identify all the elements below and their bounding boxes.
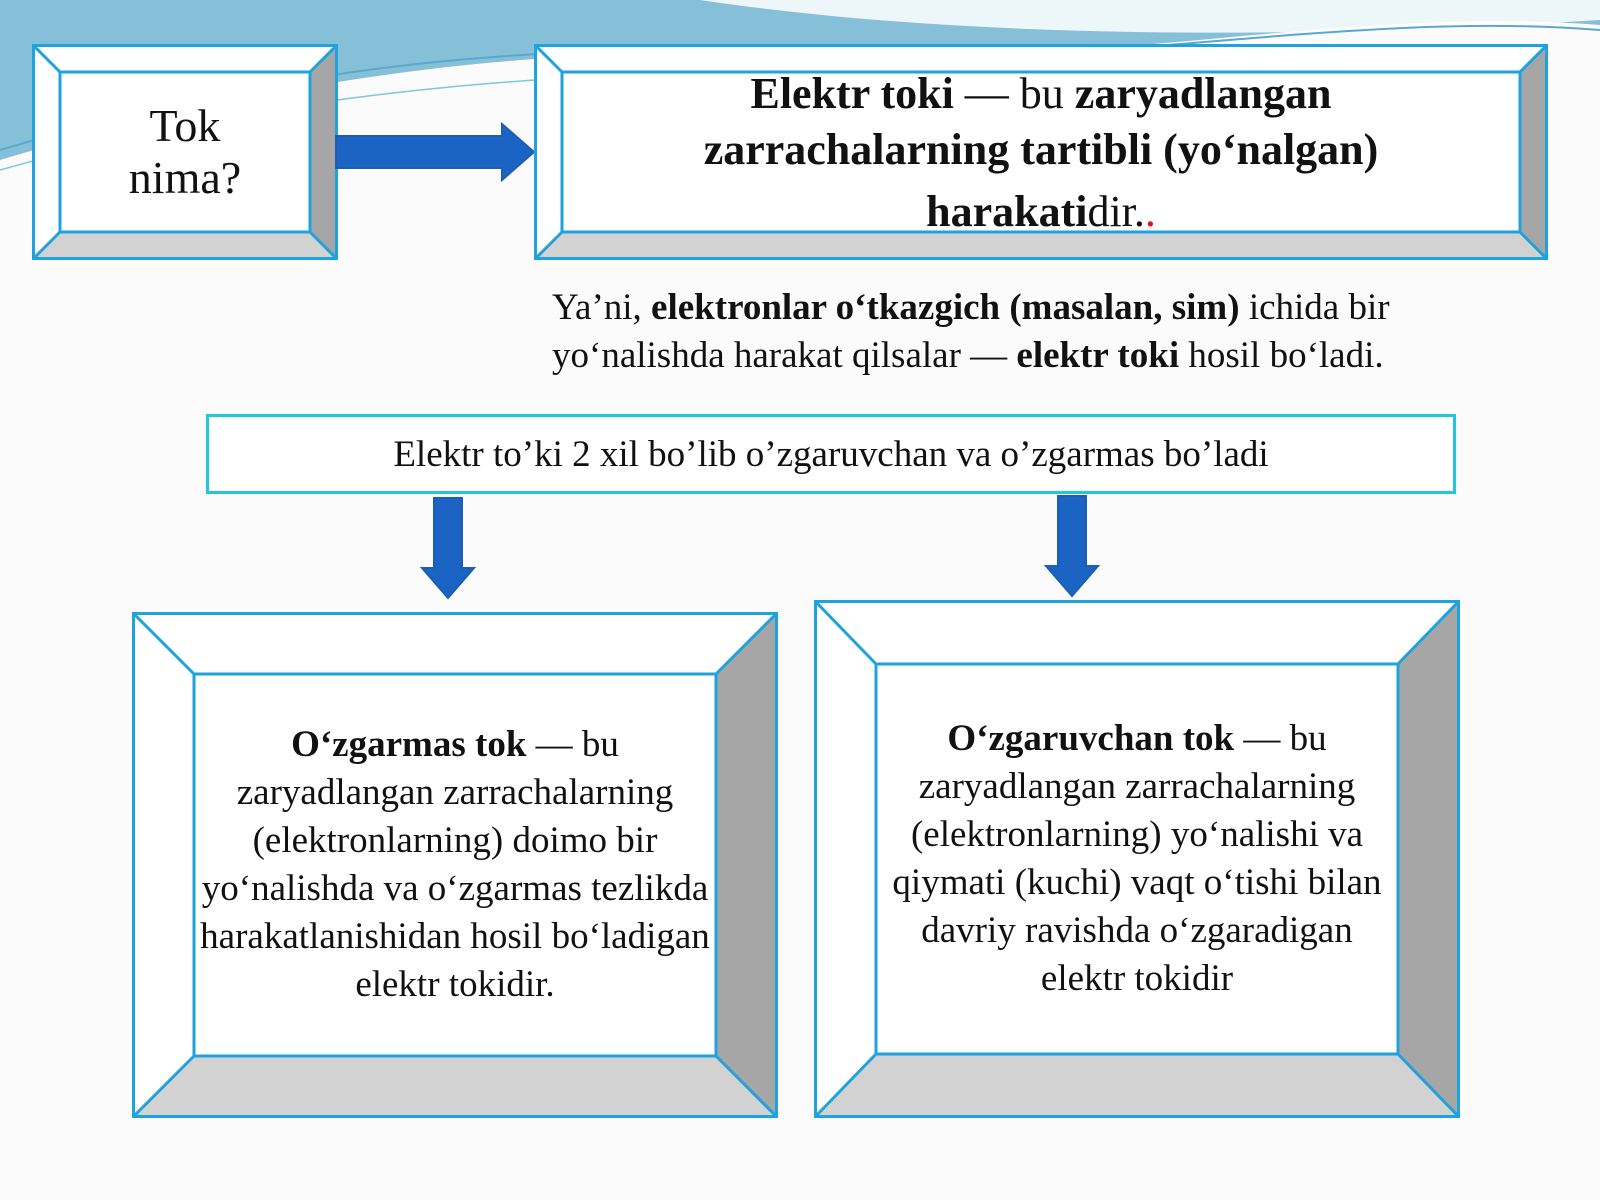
definition-line-3: harakatidir..	[926, 187, 1156, 236]
ac-text: O‘zgaruvchan tok — bu zaryadlangan zarrachalarning (elektronlarning) yo‘nalishi va qiymati (kuchi) vaqt o‘tishi bilan davriy ravishda o‘zgaradigan elektr tokidir	[892, 718, 1382, 999]
arrow-right-icon	[334, 122, 538, 182]
arrow-down-left-icon	[418, 496, 478, 602]
dc-title: O‘zgarmas tok	[291, 724, 527, 765]
definition-box	[534, 44, 1548, 260]
arrow-down-right-icon	[1042, 494, 1102, 600]
explanation-line-1: Ya’ni, elektronlar o‘tkazgich (masalan, sim) ichida bir	[552, 287, 1390, 328]
explanation-text	[552, 284, 1572, 380]
types-text: Elektr to’ki 2 xil bo’lib o’zgaruvchan va o’zgarmas bo’ladi	[393, 433, 1269, 475]
ac-title: O‘zgaruvchan tok	[947, 718, 1235, 759]
question-box	[32, 44, 338, 260]
ac-current-box	[814, 600, 1460, 1118]
question-line-2: nima?	[128, 152, 242, 203]
types-box	[206, 414, 1456, 494]
explanation-line-2: yo‘nalishda harakat qilsalar — elektr toki hosil bo‘ladi.	[552, 335, 1384, 376]
definition-line-1: Elektr toki — bu zaryadlangan	[750, 69, 1332, 118]
dc-current-box	[132, 612, 778, 1118]
definition-line-2: zarrachalarning tartibli (yo‘nalgan)	[703, 125, 1379, 174]
dc-text: O‘zgarmas tok — bu zaryadlangan zarrachalarning (elektronlarning) doimo bir yo‘nalishda va o‘zgarmas tezlikda harakatlanishidan hosil bo‘ladigan elektr tokidir.	[200, 724, 710, 1005]
ac-body: zaryadlangan zarrachalarning (elektronlarning) yo‘nalishi va qiymati (kuchi) vaqt o‘tishi bilan davriy ravishda o‘zgaradigan elektr tokidir	[892, 766, 1382, 999]
dc-body: zaryadlangan zarrachalarning (elektronlarning) doimo bir yo‘nalishda va o‘zgarmas tezlikda harakatlanishidan hosil bo‘ladigan elektr tokidir.	[200, 772, 710, 1005]
question-line-1: Tok	[149, 100, 221, 151]
